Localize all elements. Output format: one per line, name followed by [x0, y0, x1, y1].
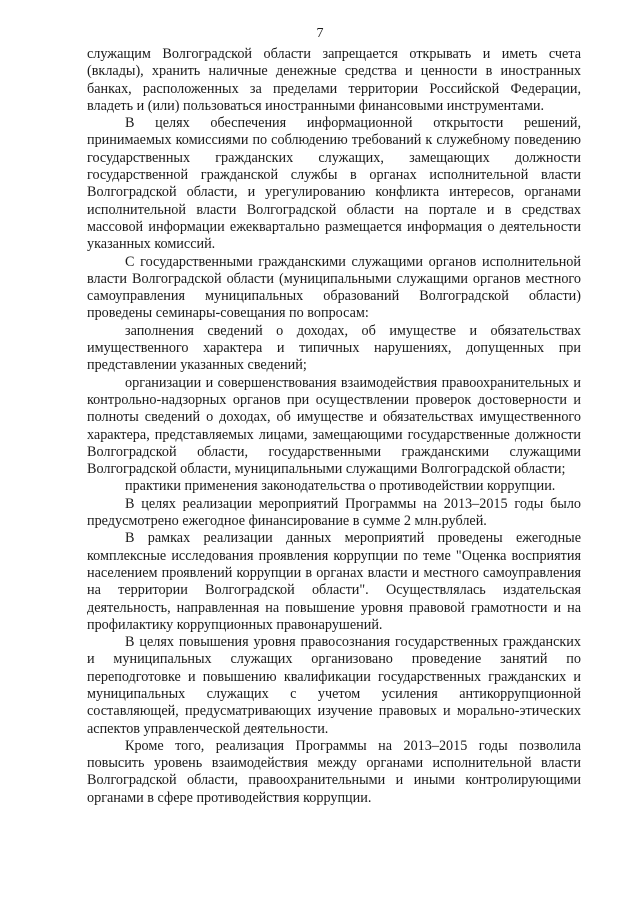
paragraph: Кроме того, реализация Программы на 2013–2015 годы позволила повысить уровень взаимодействия между органами исполнительной власти Волгоградской области, правоохранительными и иными контролирующими органами в сфере противодействия коррупции. — [87, 737, 581, 806]
list-item: практики применения законодательства о противодействии коррупции. — [125, 478, 556, 495]
paragraph: В целях реализации мероприятий Программы на 2013–2015 годы было предусмотрено ежегодное финансирование в сумме 2 млн.рублей. — [87, 495, 581, 530]
list-item: заполнения сведений о доходах, об имуществе и обязательствах имущественного характера и типичных нарушениях, допущенных при представлении указанных сведений; — [87, 322, 581, 374]
paragraph: В рамках реализации данных мероприятий проведены ежегодные комплексные исследования проявления коррупции по теме "Оценка восприятия населением проявлений коррупции в органах власти и местного самоуправления на территории Волгоградской области". Осуществлялась издательская деятельность, направленная на повышение уровня правовой грамотности и на профилактику коррупционных правонарушений. — [87, 530, 581, 633]
paragraph: С государственными гражданскими служащими органов исполнительной власти Волгоградской области (муниципальными служащими органов местного самоуправления муниципальных образований Волгоградской области) проведены семинары-совещания по вопросам: — [87, 253, 581, 322]
page-number: 7 — [316, 26, 324, 41]
paragraph: В целях повышения уровня правосознания государственных гражданских и муниципальных служащих организовано проведение занятий по переподготовке и повышению квалификации государственных гражданских и муниципальных служащих с учетом усиления антикоррупционной составляющей, предусматривающих изучение правовых и морально-этических аспектов управленческой деятельности. — [87, 634, 581, 737]
body-text — [87, 46, 581, 807]
list-item: организации и совершенствования взаимодействия правоохранительных и контрольно-надзорных органов при осуществлении проверок достоверности и полноты сведений о доходах, об имуществе и обязательствах имущественного характера, представляемых лицами, замещающими государственные должности Волгоградской области, государственными гражданскими служащими Волгоградской области, муниципальными служащими Волгоградской области; — [87, 374, 581, 478]
paragraph: В целях обеспечения информационной открытости решений, принимаемых комиссиями по соблюдению требований к служебному поведению государственных гражданских служащих, замещающих должности государственной гражданской службы в органах исполнительной власти Волгоградской области, и урегулированию конфликта интересов, органами исполнительной власти Волгоградской области на портале и в средствах массовой информации ежеквартально размещается информация о деятельности указанных комиссий. — [87, 115, 581, 253]
paragraph: служащим Волгоградской области запрещается открывать и иметь счета (вклады), хранить наличные денежные средства и ценности в иностранных банках, расположенных за пределами территории Российской Федерации, владеть и (или) пользоваться иностранными финансовыми инструментами. — [87, 46, 581, 114]
